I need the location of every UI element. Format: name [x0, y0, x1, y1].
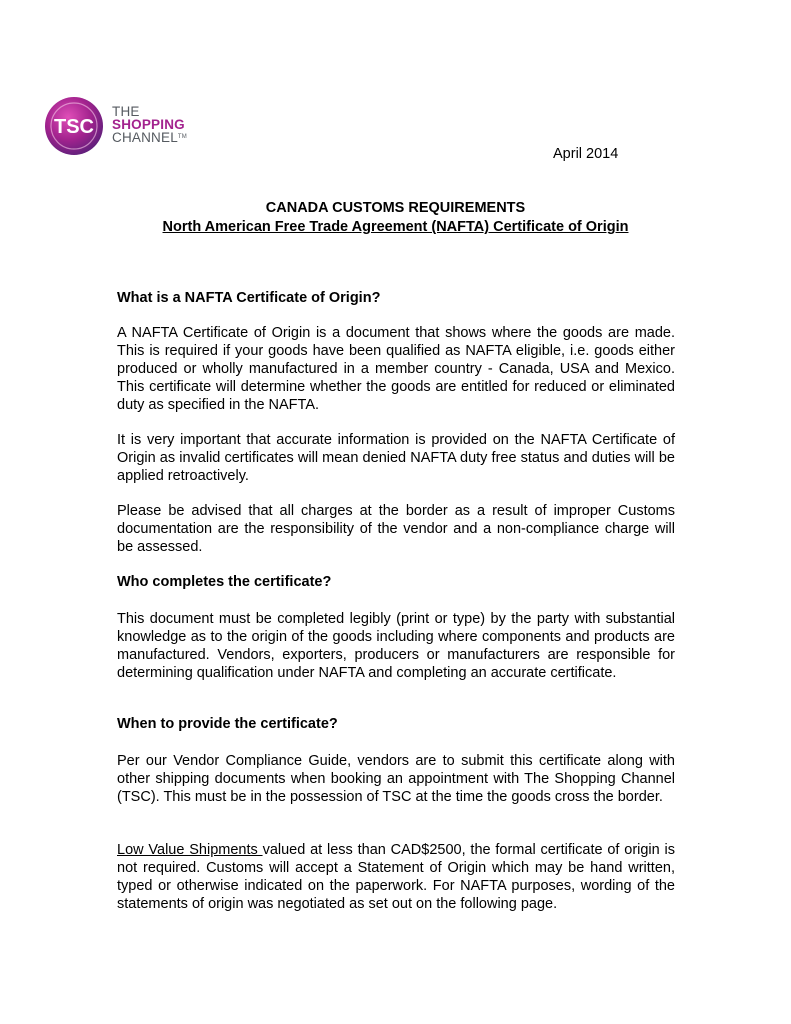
section-what-p3: [117, 502, 675, 556]
logo-line-the: THE: [112, 104, 140, 119]
section-who-p1: [117, 610, 675, 682]
section-heading-what: What is a NAFTA Certificate of Origin?: [117, 290, 381, 306]
low-value-shipments-term: Low Value Shipments: [117, 842, 263, 858]
document-title: CANADA CUSTOMS REQUIREMENTS: [265, 200, 526, 216]
tsc-logo-badge: [44, 96, 104, 156]
tsc-logo: [44, 96, 204, 158]
logo-line-shopping: SHOPPING: [112, 117, 185, 132]
section-what-p2: [117, 431, 675, 485]
section-what-p1: [117, 324, 675, 414]
logo-line-channel: CHANNEL™: [112, 130, 187, 145]
svg-text:TSC: TSC: [54, 116, 94, 138]
section-when-p2: [117, 841, 675, 913]
logo-wordmark: [112, 105, 187, 144]
paragraph: Low Value Shipments valued at less than CAD$2500, the formal certificate of origin is not required. Customs will accept a Statement of Origin which may be hand written, typed or otherwise indicated on the paperwork. For NAFTA purposes, wording of the statements of origin was negotiated as set out on the following page.: [117, 842, 675, 912]
paragraph: It is very important that accurate information is provided on the NAFTA Certificate of Origin as invalid certificates will mean denied NAFTA duty free status and duties will be applied retroactively.: [117, 432, 675, 484]
paragraph: A NAFTA Certificate of Origin is a document that shows where the goods are made. This is required if your goods have been qualified as NAFTA eligible, i.e. goods either produced or wholly manufactured in a member country - Canada, USA and Mexico. This certificate will determine whether the goods are entitled for reduced or eliminated duty as specified in the NAFTA.: [117, 325, 675, 413]
paragraph: Per our Vendor Compliance Guide, vendors are to submit this certificate along with other shipping documents when booking an appointment with The Shopping Channel (TSC). This must be in the possession of TSC at the time the goods cross the border.: [117, 753, 675, 805]
trademark-mark: TM: [177, 134, 187, 140]
section-heading-when: When to provide the certificate?: [117, 716, 338, 732]
document-date: April 2014: [553, 146, 619, 162]
section-heading-who: Who completes the certificate?: [117, 574, 332, 590]
section-when-p1: [117, 752, 675, 806]
paragraph: This document must be completed legibly (print or type) by the party with substantial knowledge as to the origin of the goods including where components and products are manufactured. Vendors, exporters, producers or manufacturers are responsible for determining qualification under NAFTA and completing an accurate certificate.: [117, 611, 675, 681]
paragraph: Please be advised that all charges at the border as a result of improper Customs documentation are the responsibility of the vendor and a non-compliance charge will be assessed.: [117, 503, 675, 555]
document-subtitle: North American Free Trade Agreement (NAFTA) Certificate of Origin: [162, 219, 629, 235]
